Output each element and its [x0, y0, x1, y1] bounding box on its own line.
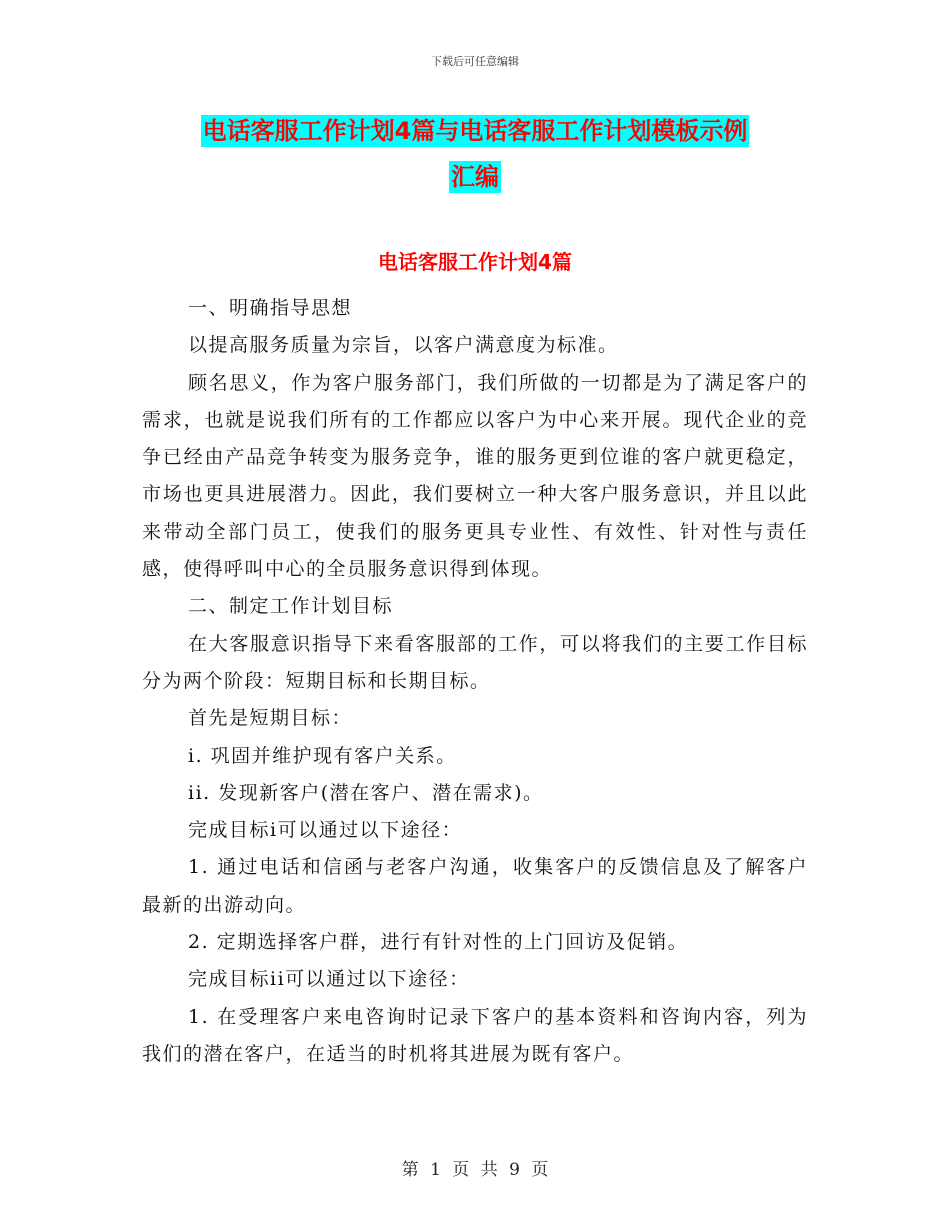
- page-footer: 第 1 页 共 9 页: [401, 1160, 549, 1180]
- section-subtitle: 电话客服工作计划4篇: [378, 250, 572, 274]
- paragraph: 顾名思义，作为客户服务部门，我们所做的一切都是为了满足客户的需求，也就是说我们所有的工作都应以客户为中心来开展。现代企业的竞争已经由产品竞争转变为服务竞争，谁的服务更到位谁的客户就更稳定，市场也更具进展潜力。因此，我们要树立一种大客户服务意识，并且以此来带动全部门员工，使我们的服务更具专业性、有效性、针对性与责任感，使得呼叫中心的全员服务意识得到体现。: [142, 371, 808, 581]
- heading-guiding-ideology: 一、明确指导思想: [188, 297, 353, 319]
- paragraph: 在大客服意识指导下来看客服部的工作，可以将我们的主要工作目标分为两个阶段：短期目标和长期目标。: [142, 632, 808, 692]
- document-body: [142, 290, 808, 1073]
- title-line-1: 电话客服工作计划4篇与电话客服工作计划模板示例: [202, 117, 748, 145]
- list-item: ii. 发现新客户(潜在客户、潜在需求)。: [188, 781, 544, 804]
- header-note: 下载后可任意编辑: [431, 55, 519, 68]
- document-title: [140, 108, 810, 200]
- list-item: 1. 在受理客户来电咨询时记录下客户的基本资料和咨询内容，列为我们的潜在客户，在适当的时机将其进展为既有客户。: [142, 1005, 808, 1065]
- list-item: i. 巩固并维护现有客户关系。: [188, 744, 457, 767]
- paragraph: 以提高服务质量为宗旨，以客户满意度为标准。: [188, 334, 619, 357]
- paragraph: 完成目标i可以通过以下途径：: [188, 819, 463, 842]
- title-line-2: 汇编: [451, 163, 499, 191]
- paragraph: 首先是短期目标：: [188, 707, 353, 730]
- list-item: 1. 通过电话和信函与老客户沟通，收集客户的反馈信息及了解客户最新的出游动向。: [142, 856, 808, 916]
- list-item: 2. 定期选择客户群，进行有针对性的上门回访及促销。: [188, 931, 689, 954]
- paragraph: 完成目标ii可以通过以下途径：: [188, 968, 470, 991]
- heading-work-goals: 二、制定工作计划目标: [188, 595, 394, 618]
